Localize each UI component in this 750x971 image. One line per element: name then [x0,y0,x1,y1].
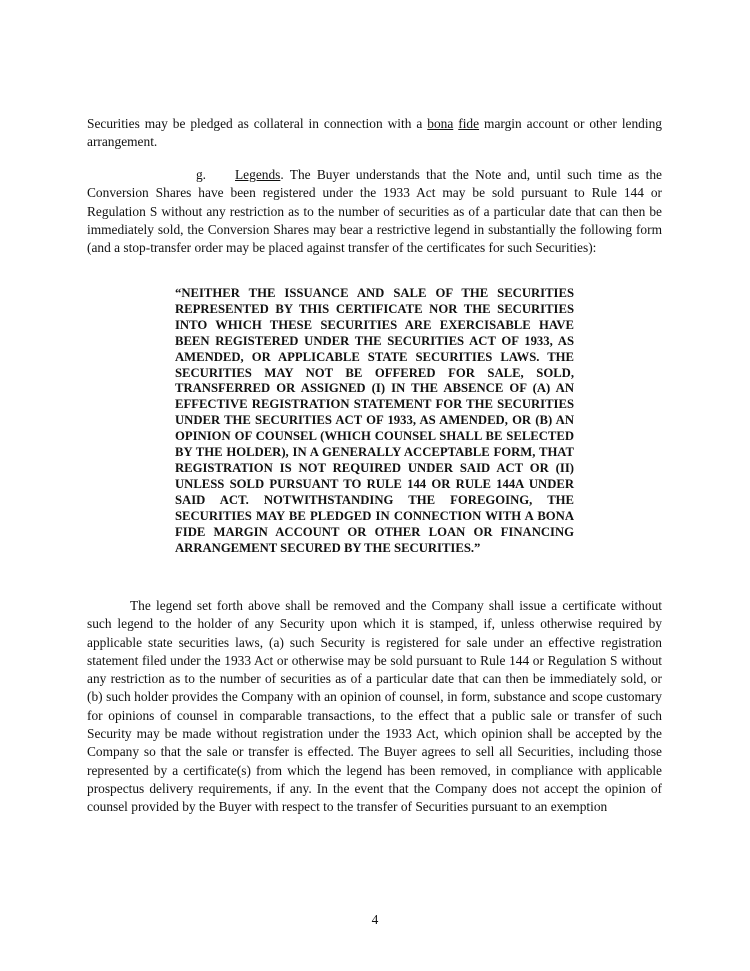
section-g-letter: g. [195,167,206,182]
pledge-text-after: margin account or other lending arrangement. [87,116,662,150]
pledge-text-before: Securities may be pledged as collateral in connection with a [87,116,428,131]
restrictive-legend: “NEITHER THE ISSUANCE AND SALE OF THE SECURITIES REPRESENTED BY THIS CERTIFICATE NOR THE SECURITIES INTO WHICH THESE SECURITIES ARE EXERCISABLE HAVE BEEN REGISTERED UNDER THE SECURITIES ACT OF 1933, AS AMENDED, OR APPLICABLE STATE SECURITIES LAWS. THE SECURITIES MAY NOT BE OFFERED FOR SALE, SOLD, TRANSFERRED OR ASSIGNED (I) IN THE ABSENCE OF (A) AN EFFECTIVE REGISTRATION STATEMENT FOR THE SECURITIES UNDER THE SECURITIES ACT OF 1933, AS AMENDED, OR (B) AN OPINION OF COUNSEL (WHICH COUNSEL SHALL BE SELECTED BY THE HOLDER), IN A GENERALLY ACCEPTABLE FORM, THAT REGISTRATION IS NOT REQUIRED UNDER SAID ACT OR (II) UNLESS SOLD PURSUANT TO RULE 144 OR RULE 144A UNDER SAID ACT. NOTWITHSTANDING THE FOREGOING, THE SECURITIES MAY BE PLEDGED IN CONNECTION WITH A BONA FIDE MARGIN ACCOUNT OR OTHER LOAN OR FINANCING ARRANGEMENT SECURED BY THE SECURITIES.” [175,286,574,555]
bona-underlined: bona [427,116,454,131]
fide-underlined: fide [458,116,480,131]
section-g-paragraph [87,166,662,257]
section-g-heading: Legends [235,167,281,182]
paragraph-pledge [87,115,662,152]
paragraph-legend-removal: The legend set forth above shall be removed and the Company shall issue a certificate without such legend to the holder of any Security upon which it is stamped, if, unless otherwise required by applicable state securities laws, (a) such Security is registered for sale under an effective registration statement filed under the 1933 Act or otherwise may be sold pursuant to Rule 144 or Regulation S without any restriction as to the number of securities as of a particular date that can then be immediately sold, or (b) such holder provides the Company with an opinion of counsel, in form, substance and scope customary for opinions of counsel in comparable transactions, to the effect that a public sale or transfer of such Security may be made without registration under the 1933 Act, which opinion shall be accepted by the Company so that the sale or transfer is effected. The Buyer agrees to sell all Securities, including those represented by a certificate(s) from which the legend has been removed, in compliance with applicable prospectus delivery requirements, if any. In the event that the Company does not accept the opinion of counsel provided by the Buyer with respect to the transfer of Securities pursuant to an exemption [87,598,662,815]
page-number: 4 [371,912,379,927]
section-g-text: . The Buyer understands that the Note and, until such time as the Conversion Shares have been registered under the 1933 Act may be sold pursuant to Rule 144 or Regulation S without any restriction as to the number of securities as of a particular date that can then be immediately sold, the Conversion Shares may bear a restrictive legend in substantially the following form (and a stop-transfer order may be placed against transfer of the certificates for such Securities): [87,167,662,256]
